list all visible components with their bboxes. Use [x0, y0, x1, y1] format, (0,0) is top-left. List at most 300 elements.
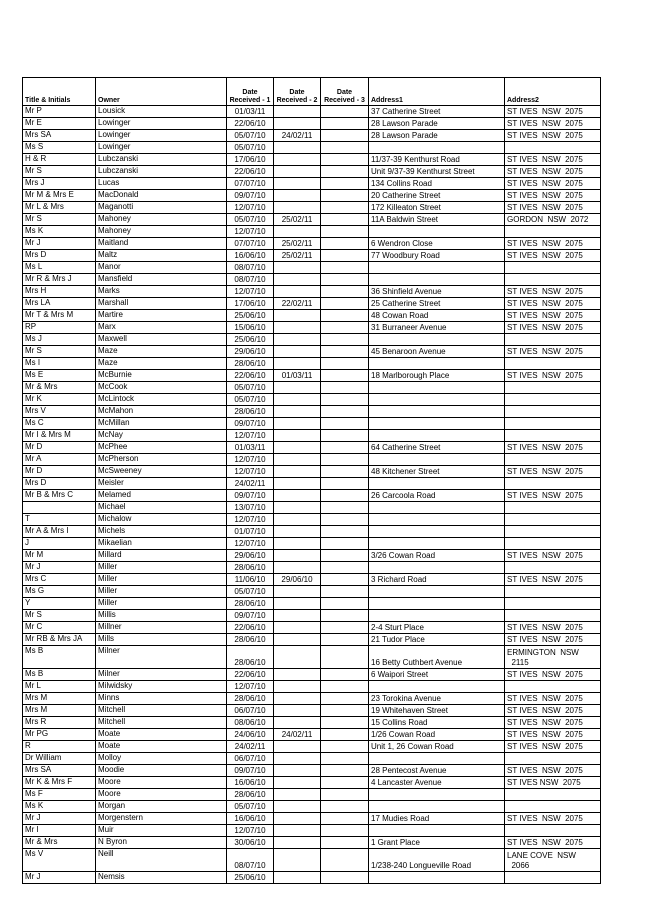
cell-date-received-1: 25/06/10: [227, 872, 274, 884]
cell-address1: [369, 610, 505, 622]
cell-date-received-1: 09/07/10: [227, 765, 274, 777]
cell-owner: Miller: [96, 562, 227, 574]
cell-date-received-2: [274, 741, 321, 753]
cell-address1: 6 Waipori Street: [369, 669, 505, 681]
cell-address2: [505, 502, 601, 514]
cell-date-received-2: 24/02/11: [274, 130, 321, 142]
cell-address2: [505, 753, 601, 765]
cell-date-received-3: [321, 322, 369, 334]
table-row: [23, 693, 601, 705]
cell-date-received-2: [274, 394, 321, 406]
cell-owner: Miller: [96, 598, 227, 610]
table-row: [23, 358, 601, 370]
cell-owner: Mahoney: [96, 226, 227, 238]
cell-address1: [369, 789, 505, 801]
cell-date-received-3: [321, 370, 369, 382]
cell-date-received-3: [321, 118, 369, 130]
cell-date-received-1: 05/07/10: [227, 214, 274, 226]
cell-date-received-1: 12/07/10: [227, 514, 274, 526]
cell-address2: ST IVES NSW 2075: [505, 765, 601, 777]
table-row: [23, 550, 601, 562]
cell-date-received-1: 13/07/10: [227, 502, 274, 514]
cell-address1: [369, 478, 505, 490]
cell-date-received-3: [321, 502, 369, 514]
cell-date-received-3: [321, 753, 369, 765]
table-row: [23, 849, 601, 872]
table-row: [23, 813, 601, 825]
cell-address1: [369, 334, 505, 346]
cell-date-received-3: [321, 741, 369, 753]
cell-date-received-1: 17/06/10: [227, 298, 274, 310]
table-row: [23, 765, 601, 777]
cell-address1: 77 Woodbury Road: [369, 250, 505, 262]
table-row: [23, 262, 601, 274]
cell-owner: Molloy: [96, 753, 227, 765]
cell-date-received-3: [321, 837, 369, 849]
header-address2: Address2: [505, 78, 601, 106]
cell-owner: Mills: [96, 634, 227, 646]
cell-date-received-1: 28/06/10: [227, 562, 274, 574]
cell-title-initials: Ms L: [23, 262, 96, 274]
cell-date-received-1: 25/06/10: [227, 310, 274, 322]
cell-date-received-2: [274, 310, 321, 322]
cell-address2: ST IVES NSW 2075: [505, 298, 601, 310]
cell-address2: ST IVES NSW 2075: [505, 574, 601, 586]
cell-owner: Michels: [96, 526, 227, 538]
cell-owner: McLintock: [96, 394, 227, 406]
table-row: [23, 274, 601, 286]
cell-address1: [369, 454, 505, 466]
table-row: [23, 298, 601, 310]
cell-address2: ST IVES NSW 2075: [505, 705, 601, 717]
cell-date-received-3: [321, 202, 369, 214]
cell-date-received-1: 05/07/10: [227, 586, 274, 598]
cell-title-initials: Mr L & Mrs: [23, 202, 96, 214]
cell-owner: Michael: [96, 502, 227, 514]
cell-date-received-1: 05/07/10: [227, 130, 274, 142]
cell-owner: Marshall: [96, 298, 227, 310]
cell-date-received-2: [274, 202, 321, 214]
cell-title-initials: Mr D: [23, 442, 96, 454]
cell-title-initials: RP: [23, 322, 96, 334]
cell-date-received-3: [321, 106, 369, 118]
cell-date-received-1: 12/07/10: [227, 681, 274, 693]
cell-address1: 19 Whitehaven Street: [369, 705, 505, 717]
cell-date-received-3: [321, 238, 369, 250]
cell-title-initials: Mr & Mrs: [23, 837, 96, 849]
cell-date-received-1: 09/07/10: [227, 418, 274, 430]
cell-date-received-2: [274, 406, 321, 418]
cell-address1: 16 Betty Cuthbert Avenue: [369, 646, 505, 669]
table-row: [23, 538, 601, 550]
cell-title-initials: Mrs V: [23, 406, 96, 418]
cell-address1: 45 Benaroon Avenue: [369, 346, 505, 358]
cell-title-initials: Mrs M: [23, 705, 96, 717]
table-row: [23, 238, 601, 250]
cell-owner: Moodie: [96, 765, 227, 777]
table-row: [23, 334, 601, 346]
table-row: [23, 454, 601, 466]
cell-date-received-2: [274, 622, 321, 634]
cell-title-initials: Mr A & Mrs I: [23, 526, 96, 538]
cell-title-initials: Mrs M: [23, 693, 96, 705]
cell-date-received-2: [274, 550, 321, 562]
cell-date-received-1: 07/07/10: [227, 178, 274, 190]
cell-address2: [505, 358, 601, 370]
table-row: [23, 310, 601, 322]
cell-date-received-2: [274, 286, 321, 298]
cell-date-received-1: 28/06/10: [227, 789, 274, 801]
cell-address1: [369, 262, 505, 274]
cell-owner: Maganotti: [96, 202, 227, 214]
cell-date-received-2: [274, 502, 321, 514]
cell-owner: Millis: [96, 610, 227, 622]
cell-date-received-1: 12/07/10: [227, 825, 274, 837]
cell-date-received-1: 28/06/10: [227, 598, 274, 610]
cell-address1: [369, 872, 505, 884]
cell-date-received-1: 28/06/10: [227, 634, 274, 646]
table-row: [23, 837, 601, 849]
cell-address1: [369, 394, 505, 406]
cell-title-initials: Mrs C: [23, 574, 96, 586]
cell-address2: ST IVES NSW 2075: [505, 442, 601, 454]
cell-date-received-2: [274, 346, 321, 358]
cell-date-received-2: [274, 490, 321, 502]
cell-date-received-3: [321, 478, 369, 490]
cell-date-received-1: 01/03/11: [227, 442, 274, 454]
cell-address2: ST IVES NSW 2075: [505, 550, 601, 562]
cell-address1: Unit 9/37-39 Kenthurst Street: [369, 166, 505, 178]
cell-address2: ST IVES NSW 2075: [505, 250, 601, 262]
cell-address1: [369, 418, 505, 430]
cell-date-received-2: [274, 849, 321, 872]
cell-address1: [369, 358, 505, 370]
table-row: [23, 502, 601, 514]
cell-date-received-2: [274, 717, 321, 729]
owner-register-table: [22, 77, 601, 884]
cell-owner: Moore: [96, 789, 227, 801]
cell-owner: Manor: [96, 262, 227, 274]
cell-date-received-2: [274, 442, 321, 454]
cell-owner: McSweeney: [96, 466, 227, 478]
table-row: [23, 178, 601, 190]
cell-owner: McCook: [96, 382, 227, 394]
cell-date-received-1: 28/06/10: [227, 646, 274, 669]
cell-owner: Morgan: [96, 801, 227, 813]
cell-date-received-3: [321, 262, 369, 274]
cell-title-initials: Mr R & Mrs J: [23, 274, 96, 286]
cell-date-received-2: [274, 274, 321, 286]
cell-owner: Nemsis: [96, 872, 227, 884]
cell-address1: 28 Pentecost Avenue: [369, 765, 505, 777]
cell-date-received-1: 08/07/10: [227, 274, 274, 286]
cell-title-initials: Mr B & Mrs C: [23, 490, 96, 502]
cell-title-initials: Ms K: [23, 801, 96, 813]
cell-address2: ST IVES NSW 2075: [505, 370, 601, 382]
cell-address1: [369, 681, 505, 693]
cell-title-initials: Mr M & Mrs E: [23, 190, 96, 202]
cell-date-received-1: 01/03/11: [227, 106, 274, 118]
cell-address2: [505, 418, 601, 430]
cell-date-received-3: [321, 442, 369, 454]
cell-address2: [505, 394, 601, 406]
cell-address2: [505, 262, 601, 274]
table-row: [23, 394, 601, 406]
cell-address1: 48 Cowan Road: [369, 310, 505, 322]
cell-address2: ST IVES NSW 2075: [505, 202, 601, 214]
cell-address2: ST IVES NSW 2075: [505, 190, 601, 202]
cell-date-received-1: 22/06/10: [227, 622, 274, 634]
cell-title-initials: Ms J: [23, 334, 96, 346]
cell-date-received-2: 25/02/11: [274, 238, 321, 250]
table-row: [23, 598, 601, 610]
cell-date-received-3: [321, 166, 369, 178]
cell-owner: Moore: [96, 777, 227, 789]
table-row: [23, 190, 601, 202]
table-row: [23, 118, 601, 130]
cell-owner: Miller: [96, 574, 227, 586]
table-row: [23, 406, 601, 418]
cell-date-received-2: 01/03/11: [274, 370, 321, 382]
cell-owner: Lowinger: [96, 118, 227, 130]
cell-date-received-2: [274, 610, 321, 622]
cell-address2: ST IVES NSW 2075: [505, 286, 601, 298]
cell-date-received-2: [274, 262, 321, 274]
table-row: [23, 418, 601, 430]
cell-title-initials: J: [23, 538, 96, 550]
cell-address1: [369, 226, 505, 238]
cell-owner: Martire: [96, 310, 227, 322]
cell-owner: Millard: [96, 550, 227, 562]
cell-date-received-1: 12/07/10: [227, 538, 274, 550]
cell-address1: [369, 430, 505, 442]
cell-owner: Marx: [96, 322, 227, 334]
cell-title-initials: Mr J: [23, 562, 96, 574]
cell-address2: ST IVES NSW 2075: [505, 837, 601, 849]
cell-date-received-1: 22/06/10: [227, 118, 274, 130]
cell-owner: McBurnie: [96, 370, 227, 382]
cell-date-received-1: 08/07/10: [227, 262, 274, 274]
cell-address1: 37 Catherine Street: [369, 106, 505, 118]
table-row: [23, 741, 601, 753]
cell-date-received-1: 09/07/10: [227, 490, 274, 502]
cell-address2: [505, 382, 601, 394]
cell-date-received-3: [321, 765, 369, 777]
cell-owner: Millner: [96, 622, 227, 634]
cell-address2: [505, 478, 601, 490]
cell-date-received-1: 12/07/10: [227, 226, 274, 238]
table-body: [23, 106, 601, 884]
cell-date-received-3: [321, 813, 369, 825]
cell-date-received-2: [274, 418, 321, 430]
table-row: [23, 634, 601, 646]
cell-date-received-2: [274, 322, 321, 334]
table-row: [23, 382, 601, 394]
cell-date-received-2: [274, 693, 321, 705]
cell-date-received-3: [321, 717, 369, 729]
cell-owner: Milner: [96, 669, 227, 681]
cell-title-initials: Y: [23, 598, 96, 610]
cell-date-received-2: [274, 454, 321, 466]
cell-address1: [369, 586, 505, 598]
cell-address2: [505, 610, 601, 622]
cell-title-initials: Mr I: [23, 825, 96, 837]
cell-address2: [505, 514, 601, 526]
table-row: [23, 442, 601, 454]
cell-address2: [505, 142, 601, 154]
cell-date-received-1: 29/06/10: [227, 346, 274, 358]
cell-date-received-1: 17/06/10: [227, 154, 274, 166]
cell-date-received-3: [321, 382, 369, 394]
cell-address2: ST IVES NSW 2075: [505, 310, 601, 322]
table-row: [23, 825, 601, 837]
cell-address2: [505, 801, 601, 813]
cell-date-received-1: 22/06/10: [227, 370, 274, 382]
cell-title-initials: Mr S: [23, 166, 96, 178]
cell-owner: Mitchell: [96, 705, 227, 717]
cell-date-received-1: 06/07/10: [227, 705, 274, 717]
table-row: [23, 430, 601, 442]
cell-date-received-3: [321, 574, 369, 586]
cell-address1: [369, 562, 505, 574]
cell-address1: 1/238-240 Longueville Road: [369, 849, 505, 872]
cell-title-initials: Mr M: [23, 550, 96, 562]
cell-address2: ST IVES NSW 2075: [505, 130, 601, 142]
cell-owner: McPherson: [96, 454, 227, 466]
cell-date-received-2: [274, 872, 321, 884]
cell-owner: Meisler: [96, 478, 227, 490]
cell-date-received-1: 01/07/10: [227, 526, 274, 538]
cell-address1: [369, 382, 505, 394]
cell-address2: [505, 598, 601, 610]
cell-date-received-1: 24/02/11: [227, 741, 274, 753]
cell-address2: ST IVES NSW 2075: [505, 777, 601, 789]
cell-date-received-2: 29/06/10: [274, 574, 321, 586]
cell-address1: [369, 825, 505, 837]
cell-date-received-1: 12/07/10: [227, 466, 274, 478]
cell-owner: Maxwell: [96, 334, 227, 346]
cell-address2: [505, 538, 601, 550]
cell-date-received-1: 05/07/10: [227, 394, 274, 406]
cell-date-received-1: 06/07/10: [227, 753, 274, 765]
table-row: [23, 166, 601, 178]
cell-date-received-3: [321, 406, 369, 418]
cell-address2: ST IVES NSW 2075: [505, 154, 601, 166]
table-row: [23, 370, 601, 382]
header-row: [23, 78, 601, 106]
cell-address2: ERMINGTON NSW 2115: [505, 646, 601, 669]
cell-date-received-1: 05/07/10: [227, 801, 274, 813]
cell-address1: [369, 526, 505, 538]
cell-date-received-1: 28/06/10: [227, 358, 274, 370]
cell-date-received-2: [274, 562, 321, 574]
cell-date-received-3: [321, 610, 369, 622]
cell-address2: [505, 872, 601, 884]
cell-owner: McMillan: [96, 418, 227, 430]
table-row: [23, 142, 601, 154]
cell-address2: ST IVES NSW 2075: [505, 346, 601, 358]
table-row: [23, 872, 601, 884]
cell-title-initials: Ms I: [23, 358, 96, 370]
cell-title-initials: Mr E: [23, 118, 96, 130]
cell-address2: ST IVES NSW 2075: [505, 669, 601, 681]
cell-date-received-1: 16/06/10: [227, 250, 274, 262]
cell-owner: Lowinger: [96, 142, 227, 154]
cell-date-received-2: [274, 825, 321, 837]
cell-title-initials: R: [23, 741, 96, 753]
cell-owner: Marks: [96, 286, 227, 298]
cell-title-initials: T: [23, 514, 96, 526]
cell-title-initials: Mr PG: [23, 729, 96, 741]
cell-address1: [369, 801, 505, 813]
cell-date-received-2: [274, 837, 321, 849]
cell-address2: [505, 681, 601, 693]
cell-date-received-3: [321, 358, 369, 370]
cell-title-initials: Mrs J: [23, 178, 96, 190]
table-row: [23, 586, 601, 598]
table-row: [23, 466, 601, 478]
table-row: [23, 202, 601, 214]
cell-date-received-1: 05/07/10: [227, 382, 274, 394]
cell-title-initials: Mr I & Mrs M: [23, 430, 96, 442]
cell-date-received-3: [321, 562, 369, 574]
cell-date-received-3: [321, 418, 369, 430]
cell-date-received-3: [321, 538, 369, 550]
cell-owner: Milner: [96, 646, 227, 669]
cell-date-received-3: [321, 669, 369, 681]
cell-date-received-2: 24/02/11: [274, 729, 321, 741]
cell-title-initials: Mr C: [23, 622, 96, 634]
table-row: [23, 789, 601, 801]
header-owner: Owner: [96, 78, 227, 106]
cell-date-received-2: [274, 382, 321, 394]
cell-date-received-1: 07/07/10: [227, 238, 274, 250]
cell-title-initials: Mrs H: [23, 286, 96, 298]
table-row: [23, 574, 601, 586]
cell-address1: Unit 1, 26 Cowan Road: [369, 741, 505, 753]
cell-address1: [369, 274, 505, 286]
cell-address1: 28 Lawson Parade: [369, 130, 505, 142]
cell-title-initials: Mrs R: [23, 717, 96, 729]
table-row: [23, 610, 601, 622]
cell-date-received-2: [274, 538, 321, 550]
cell-date-received-1: 11/06/10: [227, 574, 274, 586]
cell-address1: 2-4 Sturt Place: [369, 622, 505, 634]
cell-address2: [505, 274, 601, 286]
cell-address1: [369, 538, 505, 550]
cell-address1: 31 Burraneer Avenue: [369, 322, 505, 334]
cell-address1: 3/26 Cowan Road: [369, 550, 505, 562]
cell-owner: Mansfield: [96, 274, 227, 286]
cell-date-received-1: 29/06/10: [227, 550, 274, 562]
cell-date-received-1: 22/06/10: [227, 166, 274, 178]
cell-address1: 6 Wendron Close: [369, 238, 505, 250]
cell-title-initials: Ms C: [23, 418, 96, 430]
cell-address2: ST IVES NSW 2075: [505, 813, 601, 825]
table-row: [23, 214, 601, 226]
cell-title-initials: Mrs LA: [23, 298, 96, 310]
cell-date-received-2: [274, 598, 321, 610]
cell-owner: Maze: [96, 358, 227, 370]
cell-date-received-3: [321, 250, 369, 262]
cell-date-received-2: [274, 777, 321, 789]
cell-owner: Morgenstern: [96, 813, 227, 825]
table-row: [23, 717, 601, 729]
table-row: [23, 646, 601, 669]
cell-date-received-2: [274, 118, 321, 130]
cell-date-received-3: [321, 634, 369, 646]
cell-address2: ST IVES NSW 2075: [505, 322, 601, 334]
